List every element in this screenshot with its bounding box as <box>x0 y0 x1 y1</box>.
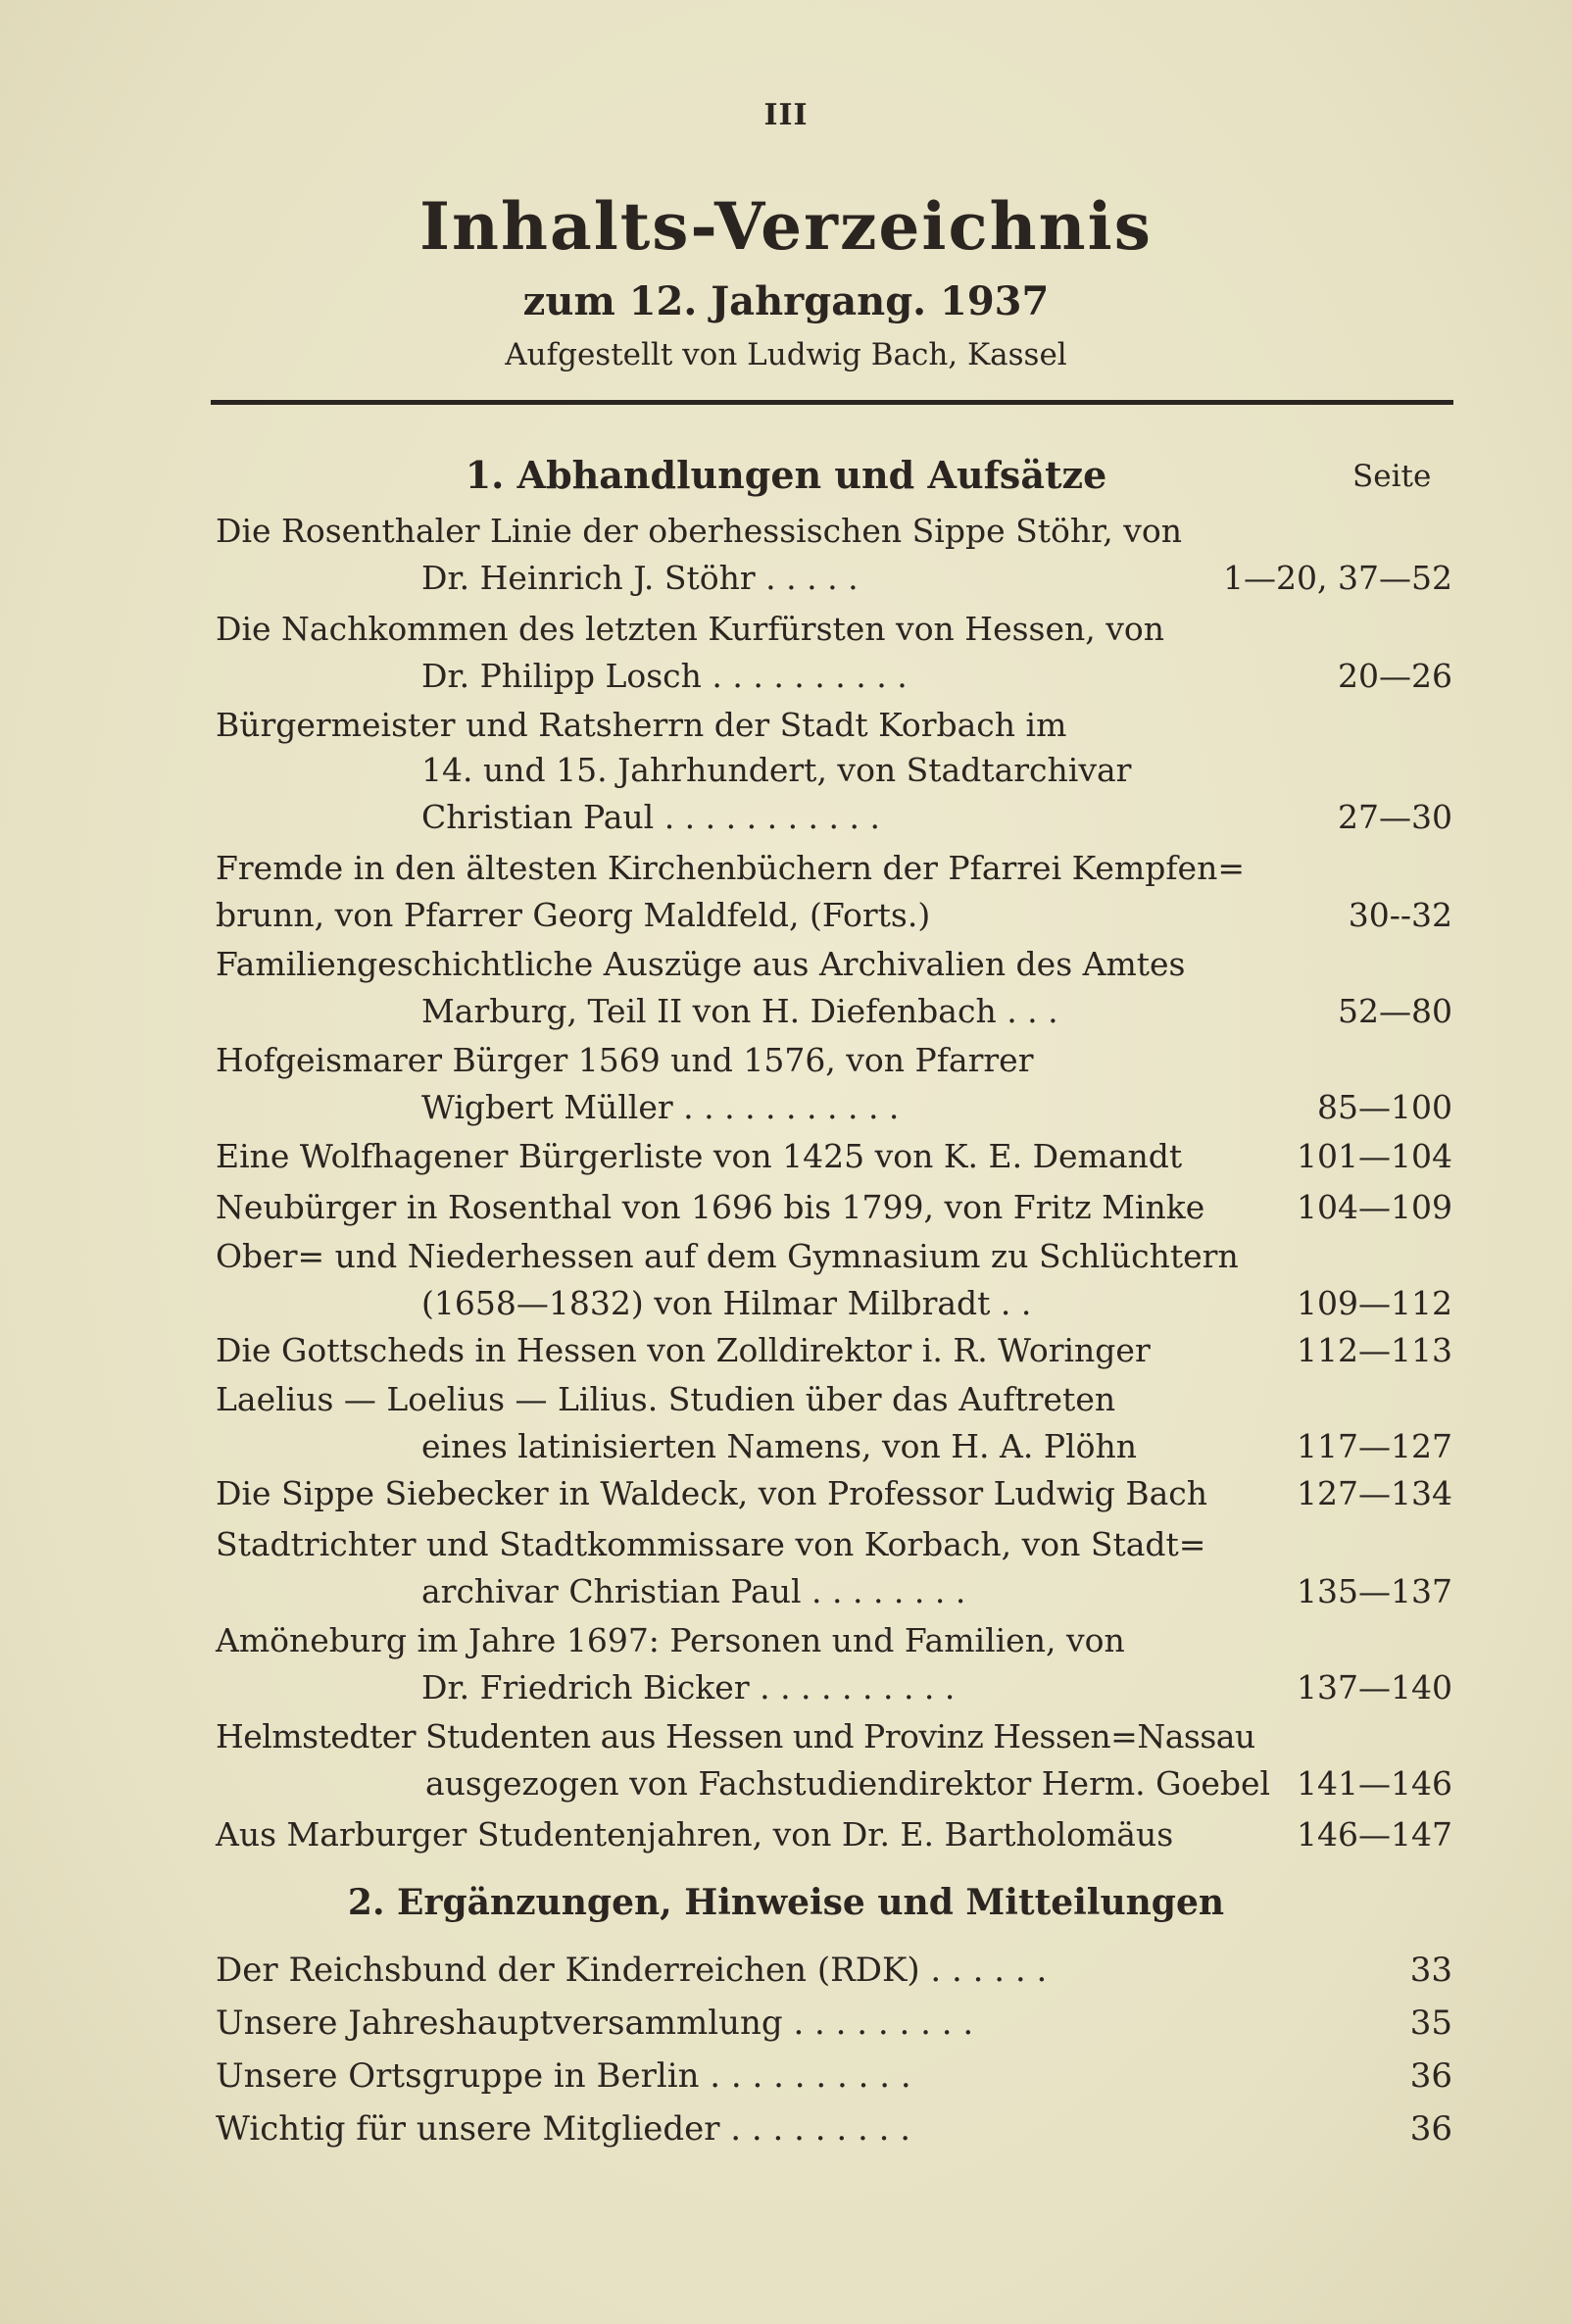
entry-pages: 146—147 <box>1297 1815 1452 1854</box>
entry-line: Bürgermeister und Ratsherrn der Stadt Korbach im <box>216 706 1067 744</box>
entry-line: archivar Christian Paul . . . . . . . . <box>421 1572 966 1610</box>
entry-line: Dr. Heinrich J. Stöhr . . . . . <box>421 559 859 597</box>
entry-line: Die Sippe Siebecker in Waldeck, von Professor Ludwig Bach <box>216 1474 1207 1512</box>
entry-line: Die Gottscheds in Hessen von Zolldirektor i. R. Woringer <box>216 1331 1151 1369</box>
section1-heading: 1. Abhandlungen und Aufsätze <box>465 453 1107 497</box>
entry-line: brunn, von Pfarrer Georg Maldfeld, (Forts.) <box>216 896 931 934</box>
entry-pages: 104—109 <box>1297 1188 1452 1226</box>
entry-line: Wichtig für unsere Mitglieder . . . . . . . . . <box>216 2109 911 2149</box>
entry-pages: 101—104 <box>1297 1137 1452 1175</box>
entry-line: Wigbert Müller . . . . . . . . . . . <box>421 1088 900 1126</box>
entry-pages: 1—20, 37—52 <box>1223 559 1452 597</box>
entry-pages: 52—80 <box>1338 992 1452 1030</box>
entry-line: Stadtrichter und Stadtkommissare von Korbach, von Stadt= <box>216 1525 1206 1563</box>
entry-line: Hofgeismarer Bürger 1569 und 1576, von Pfarrer <box>216 1041 1034 1079</box>
page-column-label: Seite <box>1352 459 1432 494</box>
entry-pages: 117—127 <box>1297 1427 1452 1465</box>
entry-line: Fremde in den ältesten Kirchenbüchern der Pfarrei Kempfen= <box>216 849 1245 887</box>
entry-line: Eine Wolfhagener Bürgerliste von 1425 von K. E. Demandt <box>216 1137 1183 1175</box>
entry-pages: 30--32 <box>1348 896 1452 934</box>
entry-line: Familiengeschichtliche Auszüge aus Archivalien des Amtes <box>216 945 1186 983</box>
entry-line: 14. und 15. Jahrhundert, von Stadtarchivar <box>421 751 1132 789</box>
entry-pages: 36 <box>1409 2109 1452 2149</box>
entry-line: Dr. Philipp Losch . . . . . . . . . . <box>421 657 908 695</box>
page-number: III <box>763 98 809 132</box>
entry-line: Unsere Jahreshauptversammlung . . . . . . . . . <box>216 2003 974 2043</box>
entry-pages: 36 <box>1409 2056 1452 2096</box>
entry-pages: 112—113 <box>1297 1331 1452 1369</box>
entry-line: Helmstedter Studenten aus Hessen und Provinz Hessen=Nassau <box>216 1717 1255 1755</box>
entry-pages: 20—26 <box>1338 657 1452 695</box>
entry-line: Aus Marburger Studentenjahren, von Dr. E. Bartholomäus <box>216 1815 1174 1854</box>
entry-pages: 33 <box>1409 1951 1452 1990</box>
entry-line: Die Nachkommen des letzten Kurfürsten von Hessen, von <box>216 610 1165 648</box>
entry-pages: 137—140 <box>1297 1668 1452 1706</box>
entry-line: Unsere Ortsgruppe in Berlin . . . . . . . . . . <box>216 2056 911 2096</box>
entry-pages: 135—137 <box>1297 1572 1452 1610</box>
entry-line: eines latinisierten Namens, von H. A. Plöhn <box>421 1427 1137 1465</box>
entry-pages: 27—30 <box>1338 798 1452 836</box>
compiler-credit: Aufgestellt von Ludwig Bach, Kassel <box>505 337 1067 372</box>
entry-line: Der Reichsbund der Kinderreichen (RDK) . . . . . . <box>216 1951 1048 1990</box>
entry-line: Laelius — Loelius — Lilius. Studien über das Auftreten <box>216 1380 1116 1418</box>
entry-line: Dr. Friedrich Bicker . . . . . . . . . . <box>421 1668 956 1706</box>
section2-heading: 2. Ergänzungen, Hinweise und Mitteilungen <box>347 1882 1225 1923</box>
entry-pages: 109—112 <box>1297 1284 1452 1322</box>
page-title: Inhalts-Verzeichnis <box>419 188 1153 265</box>
entry-pages: 85—100 <box>1317 1088 1452 1126</box>
entry-line: Neubürger in Rosenthal von 1696 bis 1799, von Fritz Minke <box>216 1188 1205 1226</box>
entry-pages: 141—146 <box>1297 1764 1452 1803</box>
entry-pages: 35 <box>1409 2003 1452 2043</box>
volume-subtitle: zum 12. Jahrgang. 1937 <box>522 278 1050 324</box>
entry-pages: 127—134 <box>1297 1474 1452 1512</box>
entry-line: Ober= und Niederhessen auf dem Gymnasium zu Schlüchtern <box>216 1237 1239 1275</box>
entry-line: Marburg, Teil II von H. Diefenbach . . . <box>421 992 1058 1030</box>
entry-line: ausgezogen von Fachstudiendirektor Herm. Goebel <box>425 1764 1271 1803</box>
entry-line: (1658—1832) von Hilmar Milbradt . . <box>421 1284 1032 1322</box>
entry-line: Christian Paul . . . . . . . . . . . <box>421 798 880 836</box>
entry-line: Die Rosenthaler Linie der oberhessischen Sippe Stöhr, von <box>216 512 1182 550</box>
entry-line: Amöneburg im Jahre 1697: Personen und Familien, von <box>216 1621 1125 1659</box>
title-divider <box>211 400 1453 405</box>
